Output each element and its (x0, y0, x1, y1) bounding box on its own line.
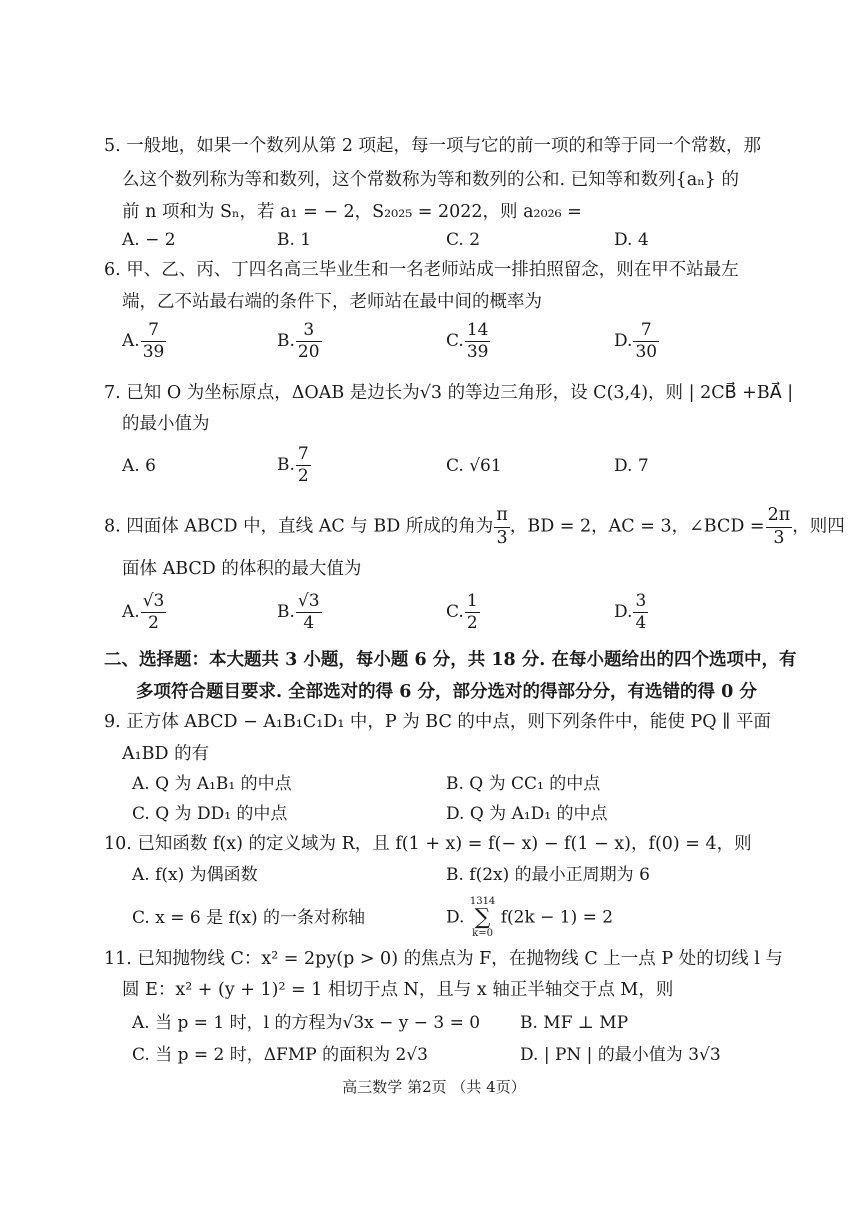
fraction: $\frac{7}{30}$ (635, 320, 658, 362)
q8-option-a: A. $\frac{√3}{2}$ (122, 591, 165, 633)
q6-line2: 端，乙不站最右端的条件下，老师站在最中间的概率为 (122, 292, 542, 312)
q6-line1: 6. 甲、乙、丙、丁四名高三毕业生和一名老师站成一排拍照留念，则在甲不站最左 (104, 260, 739, 280)
q9-line1: 9. 正方体 ABCD − A₁B₁C₁D₁ 中，P 为 BC 的中点，则下列条件中，能使 PQ ∥ 平面 (104, 712, 771, 732)
q8-option-c: C. $\frac{1}{2}$ (446, 591, 478, 633)
q10-option-d: D. 1314 ∑ k=0 f(2k − 1) = 2 (446, 896, 614, 939)
fraction: $\frac{7}{2}$ (297, 444, 309, 486)
q10-option-c: C. x = 6 是 f(x) 的一条对称轴 (132, 908, 366, 928)
section-2-instructions: 多项符合题目要求. 全部选对的得 6 分，部分选对的得部分分，有选错的得 0 分 (136, 682, 757, 702)
fraction: $\frac{14}{39}$ (466, 320, 489, 362)
q6-option-c: C. $\frac{14}{39}$ (446, 320, 489, 362)
q5-option-a: A. − 2 (122, 230, 176, 250)
q9-line2: A₁BD 的有 (122, 744, 210, 764)
fraction: $\frac{√3}{2}$ (142, 591, 165, 633)
q5-line3: 前 n 项和为 Sₙ，若 a₁ = − 2，S₂₀₂₅ = 2022，则 a₂₀₂₆ = (122, 202, 582, 222)
q9-option-b: B. Q 为 CC₁ 的中点 (446, 774, 601, 794)
q5-option-d: D. 4 (614, 230, 649, 250)
summation: 1314 ∑ k=0 (469, 896, 496, 939)
q7-option-a: A. 6 (122, 456, 156, 476)
fraction: $\frac{3}{4}$ (635, 591, 647, 633)
q9-option-d: D. Q 为 A₁D₁ 的中点 (446, 804, 608, 824)
q9-option-c: C. Q 为 DD₁ 的中点 (132, 804, 288, 824)
fraction: $\frac{7}{39}$ (142, 320, 165, 362)
q7-option-c: C. √61 (446, 456, 502, 476)
q6-option-d: D. $\frac{7}{30}$ (614, 320, 658, 362)
q11-option-d: D. | PN | 的最小值为 3√3 (520, 1045, 721, 1065)
q6-option-b: B. $\frac{3}{20}$ (277, 320, 320, 362)
q7-option-d: D. 7 (614, 456, 649, 476)
q8-line1: 8. 四面体 ABCD 中，直线 AC 与 BD 所成的角为 $\frac{\pi}{3}$ ，BD = 2，AC = 3，∠BCD = $\frac{2\pi}{3}$ ，则四 (104, 505, 845, 548)
q11-option-b: B. MF ⊥ MP (520, 1013, 629, 1033)
q11-option-c: C. 当 p = 2 时，ΔFMP 的面积为 2√3 (132, 1045, 428, 1065)
q9-option-a: A. Q 为 A₁B₁ 的中点 (132, 774, 292, 794)
q7-option-b: B. $\frac{7}{2}$ (277, 444, 309, 486)
q10-option-b: B. f(2x) 的最小正周期为 6 (446, 865, 650, 885)
section-2-heading: 二、选择题：本大题共 3 小题，每小题 6 分，共 18 分. 在每小题给出的四个选项中，有 (104, 650, 797, 670)
fraction: $\frac{√3}{4}$ (297, 591, 320, 633)
q7-line2: 的最小值为 (122, 414, 210, 434)
q10-option-a: A. f(x) 为偶函数 (132, 865, 258, 885)
fraction: $\frac{\pi}{3}$ (496, 505, 508, 548)
q8-line2: 面体 ABCD 的体积的最大值为 (122, 559, 362, 579)
q11-line1: 11. 已知抛物线 C：x² = 2py(p > 0) 的焦点为 F，在抛物线 C 上一点 P 处的切线 l 与 (104, 949, 783, 969)
fraction: $\frac{3}{20}$ (297, 320, 320, 362)
q6-option-a: A. $\frac{7}{39}$ (122, 320, 165, 362)
q5-line1: 5. 一般地，如果一个数列从第 2 项起，每一项与它的前一项的和等于同一个常数，那 (104, 136, 762, 156)
q8-option-b: B. $\frac{√3}{4}$ (277, 591, 320, 633)
fraction: $\frac{1}{2}$ (466, 591, 478, 633)
q11-option-a: A. 当 p = 1 时，l 的方程为√3x − y − 3 = 0 (132, 1013, 481, 1033)
q8-option-d: D. $\frac{3}{4}$ (614, 591, 647, 633)
q5-option-b: B. 1 (277, 230, 312, 250)
page-footer: 高三数学 第2页 （共 4页） (342, 1078, 526, 1096)
q7-line1: 7. 已知 O 为坐标原点，ΔOAB 是边长为√3 的等边三角形，设 C(3,4)，则 | 2CB⃗ +BA⃗ | (104, 383, 794, 403)
q11-line2: 圆 E：x² + (y + 1)² = 1 相切于点 N，且与 x 轴正半轴交于点 M，则 (122, 980, 674, 1000)
q10-line1: 10. 已知函数 f(x) 的定义域为 R，且 f(1 + x) = f(− x) − f(1 − x)，f(0) = 4，则 (104, 834, 752, 854)
q5-option-c: C. 2 (446, 230, 481, 250)
q5-line2: 么这个数列称为等和数列，这个常数称为等和数列的公和. 已知等和数列{aₙ} 的 (122, 170, 739, 190)
fraction: $\frac{2\pi}{3}$ (767, 505, 791, 548)
